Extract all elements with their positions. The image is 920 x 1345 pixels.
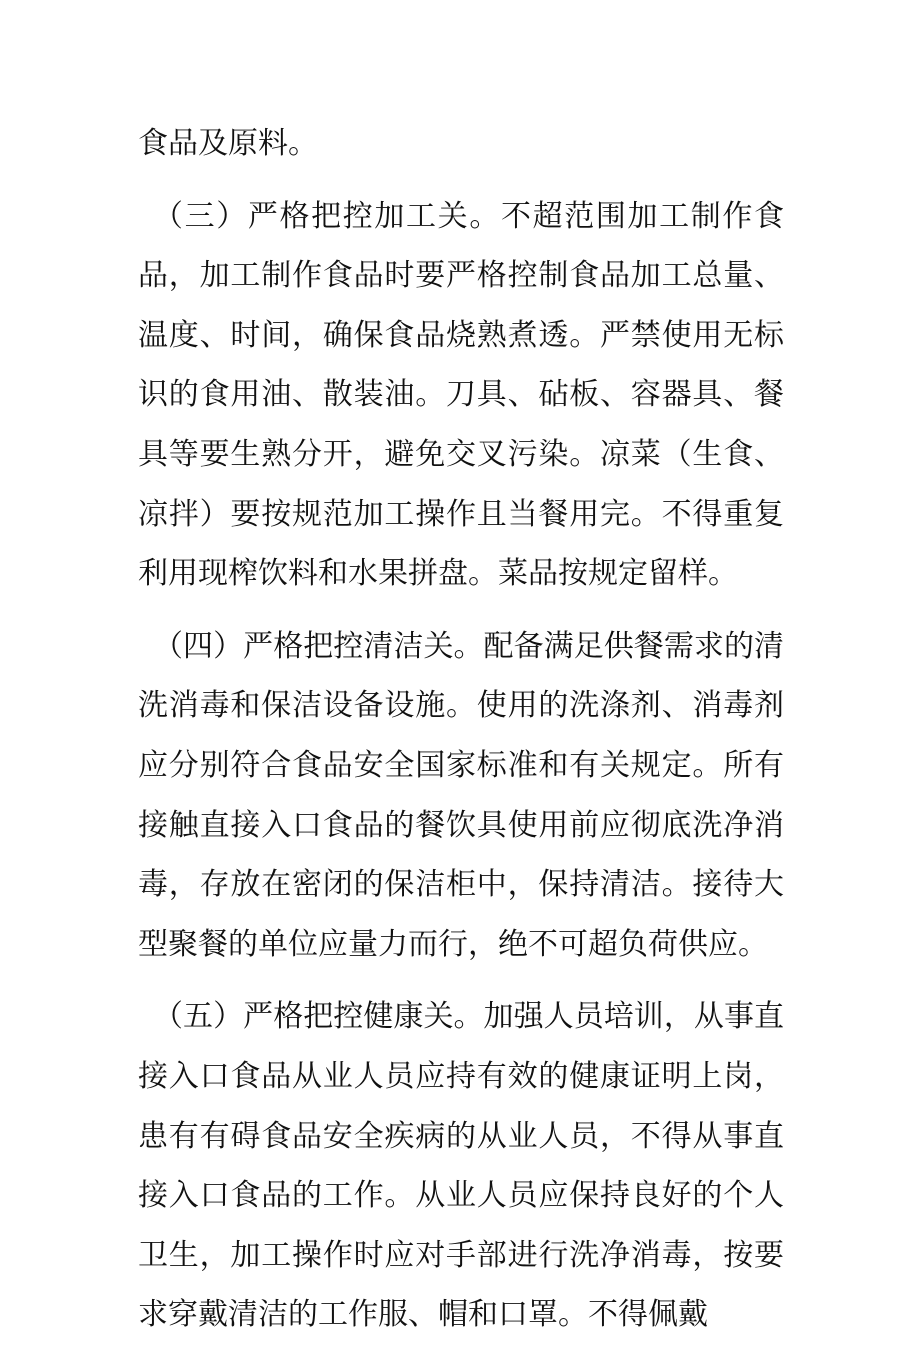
paragraph-cleaning-control: （四）严格把控清洁关。配备满足供餐需求的清洗消毒和保洁设备设施。使用的洗涤剂、消毒剂应分别符合食品安全国家标准和有关规定。所有接触直接入口食品的餐饮具使用前应彻底洗净消毒，存放在密闭的保洁柜中，保持清洁。接待大型聚餐的单位应量力而行，绝不可超负荷供应。 bbox=[138, 628, 784, 962]
paragraph-processing-control: （三）严格把控加工关。不超范围加工制作食品，加工制作食品时要严格控制食品加工总量、温度、时间，确保食品烧熟煮透。严禁使用无标识的食用油、散装油。刀具、砧板、容器具、餐具等要生熟分开，避免交叉污染。凉菜（生食、凉拌）要按规范加工操作且当餐用完。不得重复利用现榨饮料和水果拼盘。菜品按规定留样。 bbox=[138, 198, 784, 592]
paragraph-health-control: （五）严格把控健康关。加强人员培训，从事直接入口食品从业人员应持有效的健康证明上岗，患有有碍食品安全疾病的从业人员，不得从事直接入口食品的工作。从业人员应保持良好的个人卫生，加工操作时应对手部进行洗净消毒，按要求穿戴清洁的工作服、帽和口罩。不得佩戴 bbox=[138, 999, 784, 1333]
paragraph-continuation: 食品及原料。 bbox=[138, 126, 318, 161]
document-body bbox=[138, 114, 784, 1345]
